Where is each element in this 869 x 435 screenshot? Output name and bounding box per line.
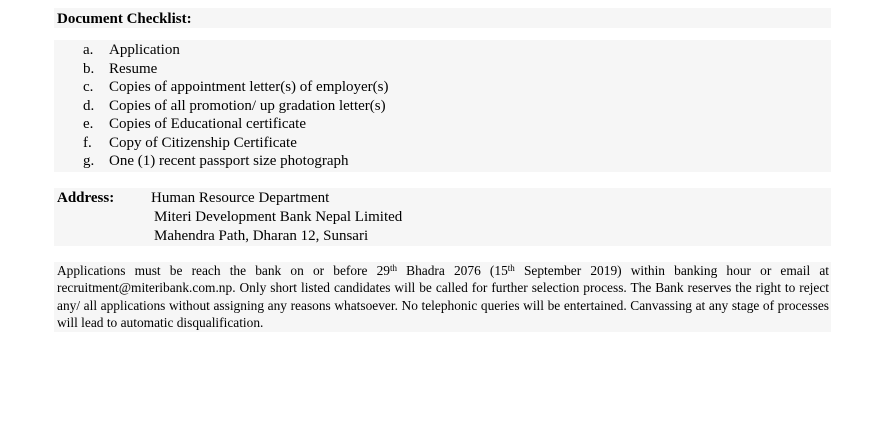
checklist-item-marker: b.: [83, 60, 95, 77]
checklist-item-text: Copies of appointment letter(s) of employer(s): [109, 79, 389, 95]
notice-text: September 2019) within banking hour or email at recruitment@miteribank.com.np. Only short listed candidates will be called for further selection process. The Bank reserves the right to reject any/ all applications without assigning any reasons whatsoever. No telephonic queries will be entertained. Canvassing at any stage of processes will lead to automatic disqualification.: [57, 263, 829, 330]
checklist-item-marker: d.: [83, 97, 95, 114]
checklist-item-text: Copy of Citizenship Certificate: [109, 134, 297, 151]
checklist-item-marker: a.: [83, 42, 94, 58]
address-block: [151, 189, 402, 246]
checklist-item-marker: f.: [83, 134, 92, 151]
checklist-item: [83, 41, 389, 60]
application-notice: [57, 262, 829, 331]
checklist-item: [83, 115, 389, 134]
checklist-item-text: Copies of Educational certificate: [109, 116, 306, 132]
checklist-item-marker: c.: [83, 79, 94, 95]
checklist-item-text: Resume: [109, 60, 158, 77]
checklist-item: [83, 60, 389, 79]
checklist-item-text: One (1) recent passport size photograph: [109, 153, 349, 169]
document-checklist: [83, 41, 389, 171]
checklist-item: [83, 78, 389, 97]
checklist-item-text: Copies of all promotion/ up gradation letter(s): [109, 97, 386, 114]
checklist-item: [83, 152, 389, 171]
address-line: Miteri Development Bank Nepal Limited: [154, 209, 403, 225]
ordinal-suffix: th: [390, 263, 398, 273]
checklist-item: [83, 97, 389, 116]
checklist-item: [83, 134, 389, 153]
address-line: Mahendra Path, Dharan 12, Sunsari: [154, 228, 369, 244]
checklist-item-text: Application: [109, 42, 180, 58]
notice-text: Bhadra 2076 (15: [397, 263, 508, 278]
ordinal-suffix: th: [507, 263, 515, 273]
checklist-item-marker: e.: [83, 116, 94, 132]
document-checklist-heading: Document Checklist:: [57, 11, 192, 27]
notice-text: Applications must be reach the bank on or before 29: [57, 263, 390, 278]
address-line: Human Resource Department: [151, 190, 330, 206]
address-label: Address:: [57, 190, 115, 206]
checklist-item-marker: g.: [83, 153, 95, 169]
